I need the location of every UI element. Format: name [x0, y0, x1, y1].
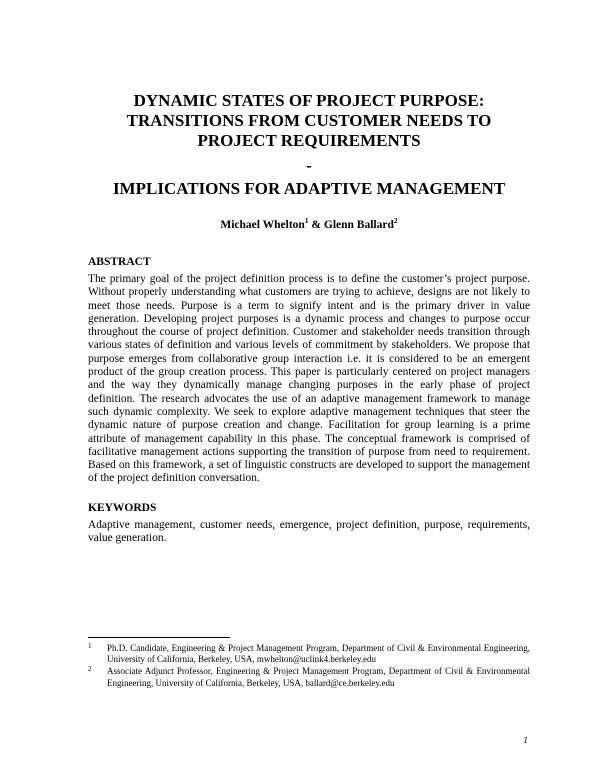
- footnote-mark: 2: [88, 665, 92, 674]
- author-separator: &: [308, 219, 324, 231]
- footnote-text: Associate Adjunct Professor, Engineering & Project Management Program, Department of Civil & Environmental Engineering, University of California, Berkeley, USA, ballard@ce.berkeley.edu: [107, 666, 530, 688]
- footnote-text: Ph.D. Candidate, Engineering & Project Management Program, Department of Civil & Environmental Engineering, University of California, Berkeley, USA, mwhelton@uclink4.berkeley.edu: [107, 643, 530, 665]
- footnote-mark: 1: [88, 642, 92, 650]
- title-line-1: DYNAMIC STATES OF PROJECT PURPOSE:: [133, 91, 485, 110]
- author-name-1: Michael Whelton: [220, 219, 305, 231]
- footnote-item: [88, 643, 530, 665]
- author-name-2: Glenn Ballard: [323, 219, 394, 231]
- author-footnote-mark-1: 1: [304, 216, 309, 225]
- title-line-subtitle: IMPLICATIONS FOR ADAPTIVE MANAGEMENT: [112, 179, 506, 198]
- title-line-3: PROJECT REQUIREMENTS: [197, 131, 421, 150]
- keywords-heading: KEYWORDS: [88, 502, 157, 514]
- author-line: [88, 218, 530, 232]
- title-line-2: TRANSITIONS FROM CUSTOMER NEEDS TO: [126, 111, 492, 130]
- abstract-heading: ABSTRACT: [88, 256, 151, 268]
- abstract-paragraph: The primary goal of the project definition process is to define the customer’s project purpose. Without properly understanding what customers are trying to achieve, designs are not likely to meet those needs. Purpose is a term to signify intent and is the primary driver in value generation. Developing project purposes is a dynamic process and changes to purpose occur throughout the course of project definition. Customer and stakeholder needs transition through various states of definition and various levels of commitment by stakeholders. We propose that purpose emerges from collaborative group interaction i.e. it is considered to be an emergent product of the group creation process. This paper is particularly centered on project managers and the way they dynamically manage changing purposes in the early phase of project definition. The research advocates the use of an adaptive management framework to manage such dynamic complexity. We seek to explore adaptive management techniques that steer the dynamic nature of purpose creation and change. Facilitation for group learning is a prime attribute of management capability in this phase. The conceptual framework is comprised of facilitative management actions supporting the transition of purpose from need to requirement. Based on this framework, a set of linguistic constructs are developed to support the management of the project definition conversation.: [88, 273, 530, 485]
- footnote-divider: [88, 637, 230, 638]
- footnote-item: [88, 666, 530, 688]
- keywords-paragraph: Adaptive management, customer needs, emergence, project definition, purpose, requirements, value generation.: [88, 519, 530, 545]
- title-separator: -: [306, 156, 312, 175]
- author-footnote-mark-2: 2: [393, 216, 398, 225]
- footnotes: [88, 643, 530, 690]
- page-number: 1: [523, 736, 528, 746]
